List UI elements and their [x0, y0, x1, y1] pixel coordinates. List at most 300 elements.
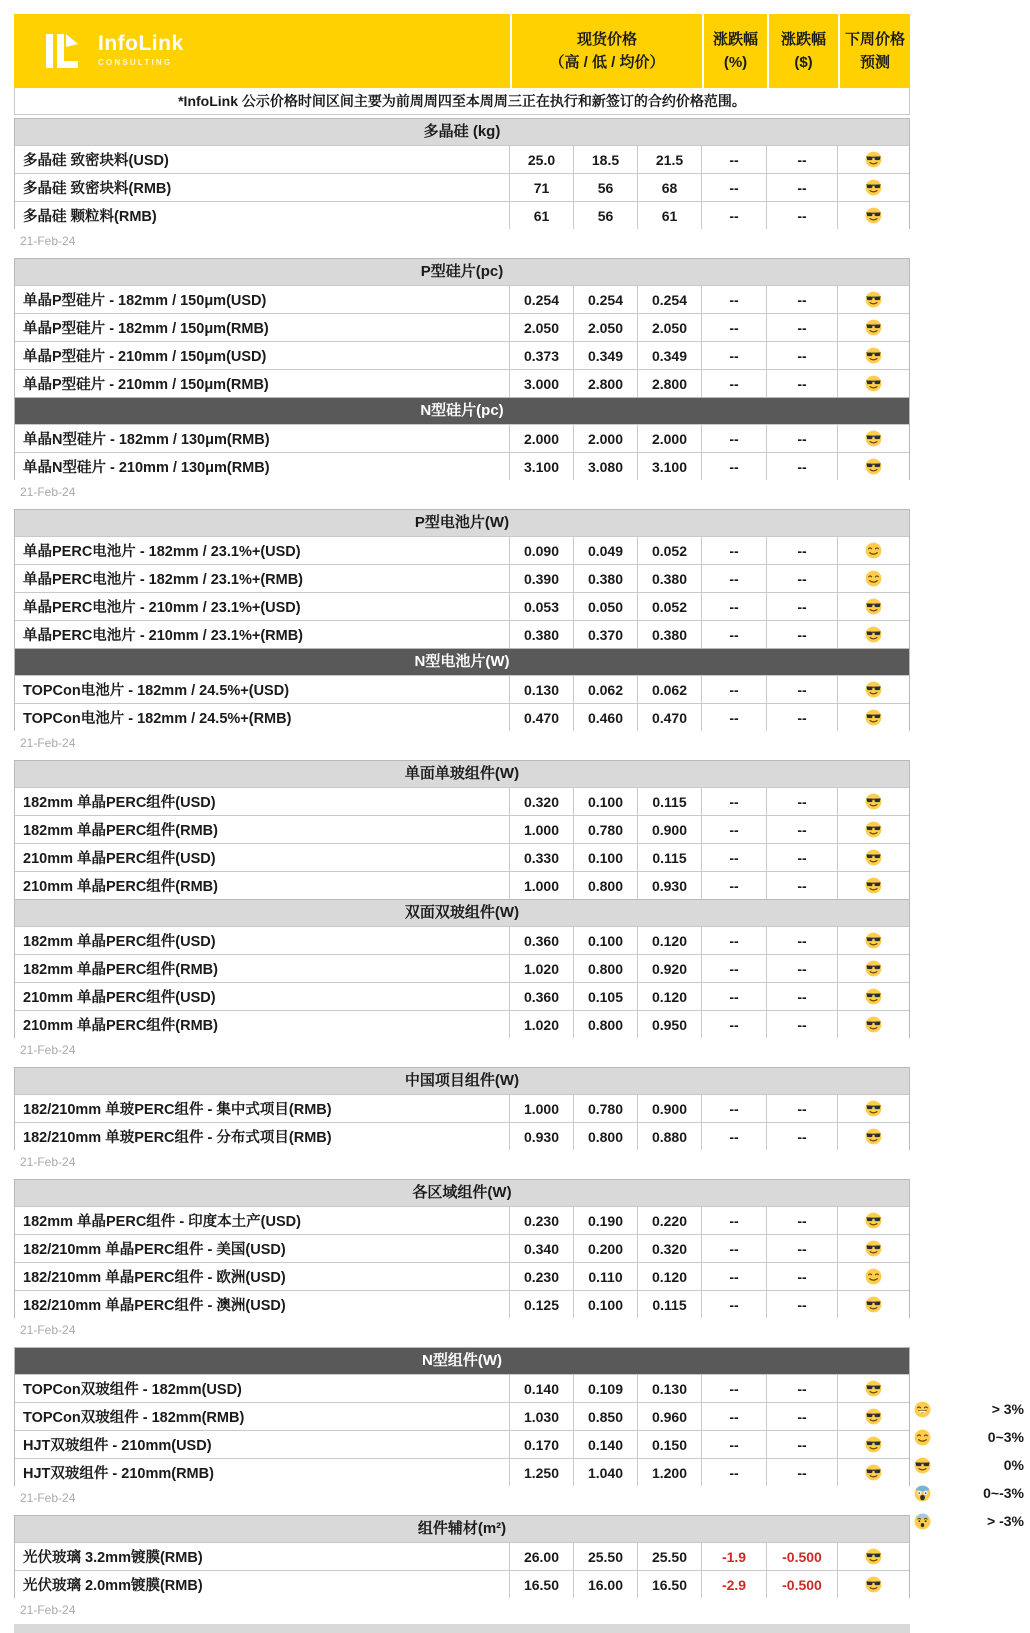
row-label: 光伏玻璃 3.2mm镀膜(RMB) [23, 1550, 203, 1566]
cell-low: 0.380 [573, 565, 637, 592]
legend-item [914, 1400, 1024, 1418]
cell-change-usd: -- [766, 1375, 837, 1402]
cell-low: 0.109 [573, 1375, 637, 1402]
row-label: TOPCon电池片 - 182mm / 24.5%+(RMB) [23, 711, 292, 727]
legend-label: > -3% [987, 1513, 1024, 1529]
table-blocks [14, 118, 910, 1624]
table-row [15, 285, 909, 313]
table-row [15, 369, 909, 397]
sunglasses-emoji-icon [865, 1380, 882, 1397]
cell-low: 0.190 [573, 1207, 637, 1234]
cell-low: 0.370 [573, 621, 637, 648]
forecast-cell [837, 621, 909, 648]
section-light [14, 760, 910, 899]
cell-change-pct: -- [701, 788, 766, 815]
sunglasses-emoji-icon [865, 1436, 882, 1453]
legend-label: 0~-3% [983, 1485, 1024, 1501]
cell-low: 0.100 [573, 844, 637, 871]
cell-avg: 3.100 [637, 453, 701, 480]
cell-low: 56 [573, 202, 637, 229]
row-label: HJT双玻组件 - 210mm(USD) [23, 1438, 212, 1454]
row-label: 单晶N型硅片 - 182mm / 130μm(RMB) [23, 432, 270, 448]
forecast-cell [837, 1543, 909, 1570]
sunglasses-emoji-icon [865, 319, 882, 336]
forecast-cell [837, 370, 909, 397]
cell-change-pct: -- [701, 621, 766, 648]
sunglasses-emoji-icon [865, 821, 882, 838]
forecast-label-line2: 预测 [859, 54, 890, 71]
cell-high: 2.000 [509, 425, 573, 452]
cell-change-usd: -- [766, 816, 837, 843]
cell-avg: 0.120 [637, 1263, 701, 1290]
forecast-cell [837, 1291, 909, 1318]
section-header: N型组件(W) [15, 1348, 909, 1374]
table-row [15, 1430, 909, 1458]
price-block [14, 1067, 910, 1176]
smile-emoji-icon [865, 542, 882, 559]
table-row [15, 871, 909, 899]
cell-change-usd: -- [766, 844, 837, 871]
cell-change-usd: -- [766, 537, 837, 564]
cell-change-pct: -- [701, 1235, 766, 1262]
section-header: 各区域组件(W) [15, 1180, 909, 1206]
row-label: 单晶N型硅片 - 210mm / 130μm(RMB) [23, 460, 270, 476]
sunglasses-emoji-icon [865, 849, 882, 866]
row-label: 182mm 单晶PERC组件(RMB) [23, 823, 218, 839]
row-label: HJT双玻组件 - 210mm(RMB) [23, 1466, 214, 1482]
price-block [14, 118, 910, 255]
cell-low: 0.800 [573, 955, 637, 982]
table-row [15, 1234, 909, 1262]
cell-change-pct: -- [701, 1403, 766, 1430]
cell-change-usd: -- [766, 174, 837, 201]
forecast-cell [837, 1459, 909, 1486]
infolink-logo-icon [40, 28, 86, 74]
sunglasses-emoji-icon [865, 960, 882, 977]
cell-change-usd: -- [766, 983, 837, 1010]
brand-name: InfoLink [98, 31, 184, 55]
note-text: *InfoLink 公示价格时间区间主要为前周周四至本周周三正在执行和新签订的合约价格范围。 [14, 88, 910, 115]
table-row [15, 452, 909, 480]
cell-high: 0.340 [509, 1235, 573, 1262]
cell-low: 0.780 [573, 1095, 637, 1122]
cell-low: 0.050 [573, 593, 637, 620]
cell-change-usd: -0.500 [766, 1543, 837, 1570]
legend-item [914, 1428, 1024, 1446]
block-date: 21-Feb-24 [20, 1155, 76, 1169]
cell-low: 2.050 [573, 314, 637, 341]
cell-high: 0.320 [509, 788, 573, 815]
cell-avg: 0.900 [637, 1095, 701, 1122]
cell-change-usd: -- [766, 1207, 837, 1234]
cell-change-pct: -- [701, 872, 766, 899]
table-row [15, 1374, 909, 1402]
fear-emoji-icon [914, 1513, 931, 1530]
sunglasses-emoji-icon [865, 375, 882, 392]
forecast-cell [837, 1375, 909, 1402]
forecast-cell [837, 174, 909, 201]
cell-avg: 0.880 [637, 1123, 701, 1150]
cell-change-pct: -1.9 [701, 1543, 766, 1570]
cell-high: 0.140 [509, 1375, 573, 1402]
forecast-cell [837, 816, 909, 843]
cell-low: 56 [573, 174, 637, 201]
cell-change-pct: -- [701, 565, 766, 592]
table-row [15, 1570, 909, 1598]
row-label: 182mm 单晶PERC组件(RMB) [23, 962, 218, 978]
row-label: 210mm 单晶PERC组件(USD) [23, 990, 216, 1006]
column-header-change-pct [702, 14, 767, 88]
cutoff-section-strip [14, 1624, 910, 1633]
cell-low: 0.780 [573, 816, 637, 843]
sunglasses-emoji-icon [865, 1464, 882, 1481]
section-dark [14, 397, 910, 480]
row-label: 多晶硅 颗粒料(RMB) [23, 209, 157, 225]
cell-change-pct: -- [701, 425, 766, 452]
section-light [14, 118, 910, 229]
row-label: 单晶PERC电池片 - 182mm / 23.1%+(USD) [23, 544, 301, 560]
cell-high: 26.00 [509, 1543, 573, 1570]
cell-avg: 2.050 [637, 314, 701, 341]
cell-avg: 0.380 [637, 565, 701, 592]
sunglasses-emoji-icon [865, 877, 882, 894]
block-date: 21-Feb-24 [20, 234, 76, 248]
cell-change-pct: -- [701, 955, 766, 982]
cell-change-pct: -- [701, 1263, 766, 1290]
scream-emoji-icon [914, 1485, 931, 1502]
cell-avg: 0.120 [637, 927, 701, 954]
forecast-cell [837, 425, 909, 452]
cell-high: 1.250 [509, 1459, 573, 1486]
forecast-cell [837, 146, 909, 173]
cell-change-pct: -- [701, 146, 766, 173]
cell-high: 16.50 [509, 1571, 573, 1598]
section-dark [14, 1347, 910, 1486]
table-row [15, 1458, 909, 1486]
cell-change-usd: -- [766, 425, 837, 452]
sunglasses-emoji-icon [865, 598, 882, 615]
section-header: 组件辅材(m²) [15, 1516, 909, 1542]
cell-change-pct: -- [701, 1459, 766, 1486]
sunglasses-emoji-icon [865, 1240, 882, 1257]
forecast-cell [837, 676, 909, 703]
forecast-cell [837, 788, 909, 815]
block-date: 21-Feb-24 [20, 485, 76, 499]
section-header: N型电池片(W) [15, 649, 909, 675]
forecast-cell [837, 927, 909, 954]
section-header: 中国项目组件(W) [15, 1068, 909, 1094]
table-row [15, 954, 909, 982]
forecast-cell [837, 1011, 909, 1038]
cell-change-usd: -- [766, 342, 837, 369]
sunglasses-emoji-icon [865, 1016, 882, 1033]
cell-high: 0.090 [509, 537, 573, 564]
cell-low: 18.5 [573, 146, 637, 173]
section-dark [14, 648, 910, 731]
cell-change-usd: -- [766, 676, 837, 703]
row-label: 210mm 单晶PERC组件(USD) [23, 851, 216, 867]
cell-change-usd: -- [766, 565, 837, 592]
sunglasses-emoji-icon [865, 291, 882, 308]
cell-high: 0.470 [509, 704, 573, 731]
cell-change-usd: -- [766, 621, 837, 648]
row-label: 单晶PERC电池片 - 210mm / 23.1%+(RMB) [23, 628, 303, 644]
row-label: 210mm 单晶PERC组件(RMB) [23, 879, 218, 895]
table-row [15, 1290, 909, 1318]
cell-change-usd: -- [766, 314, 837, 341]
logo-cell [14, 14, 510, 88]
cell-change-pct: -- [701, 1123, 766, 1150]
cell-change-pct: -- [701, 1291, 766, 1318]
cell-avg: 0.960 [637, 1403, 701, 1430]
cell-avg: 0.950 [637, 1011, 701, 1038]
section-light [14, 509, 910, 648]
price-block [14, 1347, 910, 1512]
sunglasses-emoji-icon [865, 681, 882, 698]
table-row [15, 1402, 909, 1430]
smile-emoji-icon [865, 570, 882, 587]
cell-avg: 0.930 [637, 872, 701, 899]
block-date: 21-Feb-24 [20, 1323, 76, 1337]
section-light [14, 899, 910, 1038]
cell-avg: 0.380 [637, 621, 701, 648]
row-label: 182mm 单晶PERC组件 - 印度本土产(USD) [23, 1214, 301, 1230]
row-label: 单晶P型硅片 - 182mm / 150μm(RMB) [23, 321, 269, 337]
cell-low: 0.049 [573, 537, 637, 564]
row-label: 多晶硅 致密块料(RMB) [23, 181, 172, 197]
row-label: 182mm 单晶PERC组件(USD) [23, 934, 216, 950]
cell-low: 0.100 [573, 1291, 637, 1318]
cell-high: 61 [509, 202, 573, 229]
cell-low: 0.200 [573, 1235, 637, 1262]
cell-low: 25.50 [573, 1543, 637, 1570]
table-row [15, 703, 909, 731]
row-label: 182/210mm 单晶PERC组件 - 美国(USD) [23, 1242, 286, 1258]
table-row [15, 1206, 909, 1234]
cell-change-pct: -- [701, 1011, 766, 1038]
forecast-cell [837, 704, 909, 731]
cell-high: 0.380 [509, 621, 573, 648]
cell-low: 0.460 [573, 704, 637, 731]
cell-avg: 0.115 [637, 1291, 701, 1318]
table-row [15, 201, 909, 229]
row-label: 182/210mm 单晶PERC组件 - 澳洲(USD) [23, 1298, 286, 1314]
row-label: TOPCon双玻组件 - 182mm(USD) [23, 1382, 242, 1398]
cell-avg: 0.120 [637, 983, 701, 1010]
cell-change-pct: -- [701, 314, 766, 341]
table-row [15, 592, 909, 620]
change-usd-label: 涨跌幅 [780, 30, 826, 48]
forecast-cell [837, 314, 909, 341]
cell-avg: 0.052 [637, 593, 701, 620]
forecast-cell [837, 453, 909, 480]
cell-avg: 0.320 [637, 1235, 701, 1262]
cell-change-pct: -- [701, 844, 766, 871]
table-row [15, 1010, 909, 1038]
table-row [15, 1542, 909, 1570]
cell-avg: 0.150 [637, 1431, 701, 1458]
forecast-label-line1: 下周价格 [844, 30, 905, 48]
block-date: 21-Feb-24 [20, 1603, 76, 1617]
cell-change-pct: -- [701, 927, 766, 954]
legend-label: > 3% [991, 1401, 1024, 1417]
table-row [15, 843, 909, 871]
cell-avg: 61 [637, 202, 701, 229]
cell-change-usd: -- [766, 1291, 837, 1318]
row-label: 光伏玻璃 2.0mm镀膜(RMB) [23, 1578, 203, 1594]
table-row [15, 173, 909, 201]
table-row [15, 424, 909, 452]
table-row [15, 341, 909, 369]
block-date: 21-Feb-24 [20, 1491, 76, 1505]
cell-high: 1.000 [509, 1095, 573, 1122]
cell-low: 3.080 [573, 453, 637, 480]
column-header-spot-price [510, 14, 702, 88]
cell-change-usd: -- [766, 704, 837, 731]
forecast-cell [837, 844, 909, 871]
cell-change-usd: -- [766, 1235, 837, 1262]
sunglasses-emoji-icon [914, 1457, 931, 1474]
row-label: 单晶PERC电池片 - 182mm / 23.1%+(RMB) [23, 572, 303, 588]
forecast-cell [837, 872, 909, 899]
section-header: 多晶硅 (kg) [15, 119, 909, 145]
forecast-cell [837, 593, 909, 620]
forecast-cell [837, 286, 909, 313]
forecast-cell [837, 342, 909, 369]
row-label: 单晶PERC电池片 - 210mm / 23.1%+(USD) [23, 600, 301, 616]
sunglasses-emoji-icon [865, 793, 882, 810]
cell-change-pct: -- [701, 593, 766, 620]
cell-avg: 0.115 [637, 788, 701, 815]
sunglasses-emoji-icon [865, 709, 882, 726]
table-row [15, 1122, 909, 1150]
cell-low: 0.100 [573, 788, 637, 815]
cell-low: 0.850 [573, 1403, 637, 1430]
cell-change-pct: -- [701, 1375, 766, 1402]
table-row [15, 675, 909, 703]
cell-change-usd: -- [766, 202, 837, 229]
cell-low: 0.140 [573, 1431, 637, 1458]
sunglasses-emoji-icon [865, 1408, 882, 1425]
column-header-forecast [838, 14, 910, 88]
cell-low: 16.00 [573, 1571, 637, 1598]
change-pct-unit: (%) [723, 54, 748, 71]
sunglasses-emoji-icon [865, 179, 882, 196]
row-label: 多晶硅 致密块料(USD) [23, 153, 169, 169]
table-row [15, 536, 909, 564]
cell-avg: 0.920 [637, 955, 701, 982]
cell-low: 0.800 [573, 1123, 637, 1150]
table-row [15, 313, 909, 341]
table-row [15, 620, 909, 648]
cell-avg: 2.000 [637, 425, 701, 452]
forecast-cell [837, 983, 909, 1010]
smile-emoji-icon [914, 1429, 931, 1446]
cell-change-usd: -- [766, 593, 837, 620]
sunglasses-emoji-icon [865, 207, 882, 224]
cell-change-pct: -- [701, 286, 766, 313]
cell-high: 0.360 [509, 983, 573, 1010]
cell-high: 0.330 [509, 844, 573, 871]
legend-item [914, 1456, 1024, 1474]
row-label: 210mm 单晶PERC组件(RMB) [23, 1018, 218, 1034]
cell-avg: 1.200 [637, 1459, 701, 1486]
row-label: 182mm 单晶PERC组件(USD) [23, 795, 216, 811]
cell-avg: 0.115 [637, 844, 701, 871]
cell-change-pct: -- [701, 816, 766, 843]
cell-change-pct: -- [701, 453, 766, 480]
row-label: TOPCon双玻组件 - 182mm(RMB) [23, 1410, 245, 1426]
table-row [15, 1094, 909, 1122]
cell-avg: 0.349 [637, 342, 701, 369]
legend-label: 0~3% [987, 1429, 1024, 1445]
cell-avg: 68 [637, 174, 701, 201]
cell-high: 0.230 [509, 1207, 573, 1234]
sunglasses-emoji-icon [865, 1548, 882, 1565]
table-row [15, 564, 909, 592]
forecast-legend [914, 1400, 1024, 1530]
cell-change-pct: -- [701, 1095, 766, 1122]
section-light [14, 1067, 910, 1150]
cell-high: 71 [509, 174, 573, 201]
forecast-cell [837, 1403, 909, 1430]
cell-low: 0.100 [573, 927, 637, 954]
spot-price-sublabel: （高 / 低 / 均价） [549, 54, 665, 71]
cell-change-usd: -- [766, 1459, 837, 1486]
section-header: 单面单玻组件(W) [15, 761, 909, 787]
cell-change-usd: -- [766, 1011, 837, 1038]
cell-high: 0.360 [509, 927, 573, 954]
sunglasses-emoji-icon [865, 1296, 882, 1313]
cell-high: 0.373 [509, 342, 573, 369]
row-label: TOPCon电池片 - 182mm / 24.5%+(USD) [23, 683, 290, 699]
table-row [15, 145, 909, 173]
legend-item [914, 1484, 1024, 1502]
legend-label: 0% [1003, 1457, 1024, 1473]
forecast-cell [837, 1263, 909, 1290]
cell-avg: 16.50 [637, 1571, 701, 1598]
cell-change-usd: -- [766, 1095, 837, 1122]
cell-low: 0.254 [573, 286, 637, 313]
row-label: 182/210mm 单玻PERC组件 - 分布式项目(RMB) [23, 1130, 332, 1146]
spot-price-label: 现货价格 [576, 30, 637, 48]
brand-subtitle: CONSULTING [98, 57, 173, 67]
sunglasses-emoji-icon [865, 1100, 882, 1117]
cell-change-pct: -- [701, 983, 766, 1010]
price-block [14, 258, 910, 506]
forecast-cell [837, 202, 909, 229]
cell-change-pct: -- [701, 370, 766, 397]
cell-change-pct: -- [701, 174, 766, 201]
row-label: 182/210mm 单玻PERC组件 - 集中式项目(RMB) [23, 1102, 332, 1118]
forecast-cell [837, 1207, 909, 1234]
cell-avg: 2.800 [637, 370, 701, 397]
cell-low: 0.349 [573, 342, 637, 369]
cell-high: 0.254 [509, 286, 573, 313]
cell-avg: 0.052 [637, 537, 701, 564]
table-row [15, 815, 909, 843]
cell-avg: 0.220 [637, 1207, 701, 1234]
cell-change-pct: -- [701, 202, 766, 229]
section-light [14, 1515, 910, 1598]
cell-change-usd: -- [766, 1123, 837, 1150]
logo-text [98, 33, 184, 69]
cell-high: 1.000 [509, 872, 573, 899]
forecast-cell [837, 955, 909, 982]
cell-change-usd: -- [766, 286, 837, 313]
cell-avg: 0.130 [637, 1375, 701, 1402]
section-light [14, 258, 910, 397]
